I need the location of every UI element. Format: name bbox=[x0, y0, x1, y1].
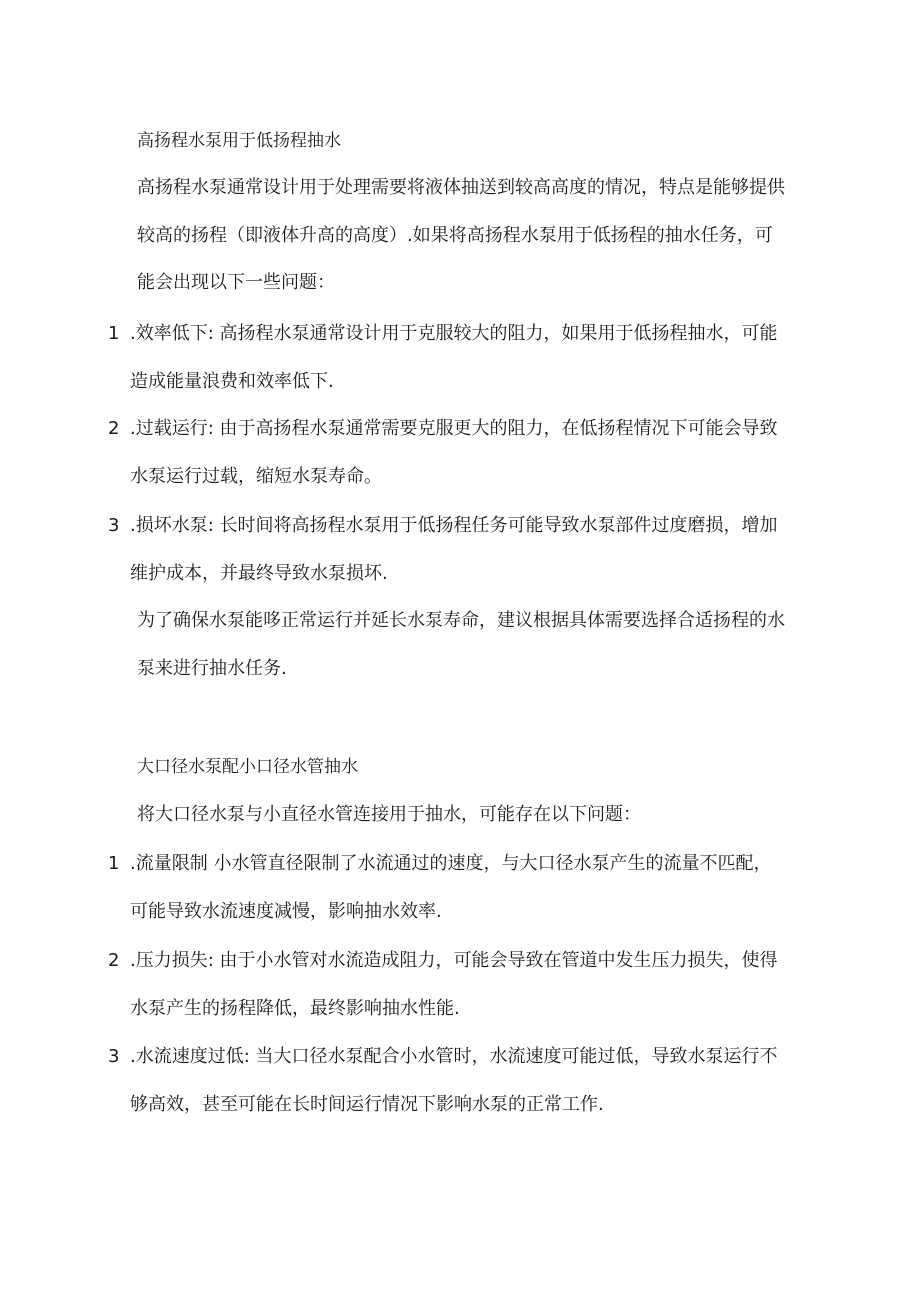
list-number: 2 bbox=[108, 418, 120, 439]
list-number: 3 bbox=[108, 515, 120, 536]
section-1-conclusion: 为了确保水泵能哆正常运行并延长水泵寿命，建议根据具体需要选择合适扬程的水泵来进行抽水任务. bbox=[137, 610, 785, 679]
list-item-text: .流量限制 小水管直径限制了水流通过的速度，与大口径水泵产生的流量不匹配，可能导致水流速度减慢，影响抽水效率. bbox=[130, 853, 772, 922]
list-item-text: .水流速度过低: 当大口径水泵配合小水管时，水流速度可能过低，导致水泵运行不够高效，甚至可能在长时间运行情况下影响水泵的正常工作. bbox=[130, 1046, 778, 1115]
list-number: 3 bbox=[108, 1046, 120, 1067]
section-1-intro: 高扬程水泵通常设计用于处理需要将液体抽送到较高高度的情况，特点是能够提供较高的扬程（即液体升高的高度）.如果将高扬程水泵用于低扬程的抽水任务，可能会出现以下一些问题： bbox=[137, 177, 785, 293]
section-2-intro: 将大口径水泵与小直径水管连接用于抽水，可能存在以下问题： bbox=[137, 804, 641, 825]
list-item-text: .压力损失: 由于小水管对水流造成阻力，可能会导致在管道中发生压力损失，使得水泵产生的扬程降低，最终影响抽水性能. bbox=[130, 950, 778, 1019]
list-item-text: .效率低下: 高扬程水泵通常设计用于克服较大的阻力，如果用于低扬程抽水，可能造成能量浪费和效率低下. bbox=[130, 323, 778, 392]
section-1-heading: 高扬程水泵用于低扬程抽水 bbox=[137, 131, 341, 151]
list-item-text: .过载运行: 由于高扬程水泵通常需要克服更大的阻力，在低扬程情况下可能会导致水泵运行过载，缩短水泵寿命。 bbox=[130, 418, 778, 487]
section-2-heading: 大口径水泵配小口径水管抽水 bbox=[137, 757, 358, 777]
list-number: 1 bbox=[108, 323, 120, 344]
list-number: 2 bbox=[108, 950, 120, 971]
list-number: 1 bbox=[108, 853, 120, 874]
list-item-text: .损坏水泵: 长时间将高扬程水泵用于低扬程任务可能导致水泵部件过度磨损，增加维护成本，并最终导致水泵损坏. bbox=[130, 515, 778, 584]
